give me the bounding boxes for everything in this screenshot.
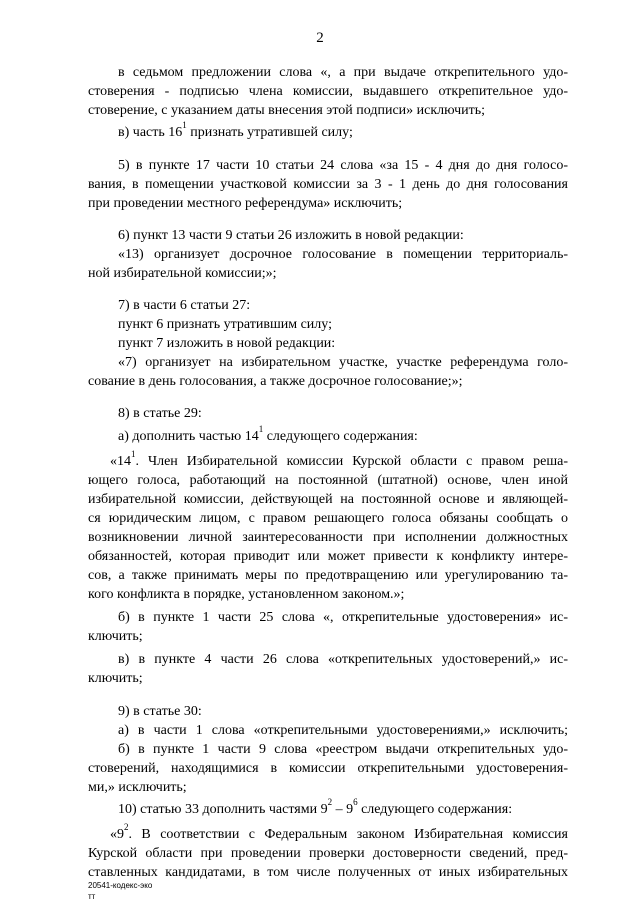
text-line: 8) в статье 29:	[118, 406, 202, 421]
text-line-part-34: 10) статью 33 дополнить частями $9^2 - 9^6$ следующего содержания:	[118, 797, 513, 817]
text-line: ми,» исключить;	[88, 780, 187, 795]
text-line: ставленных кандидатами, в том числе полученных от иных избирательных	[88, 865, 568, 880]
line-with-superscript: в) часть $16^1$ признать утратившей силу;	[118, 120, 353, 140]
text-line: сование в день голосования, а также досрочное голосование;»;	[88, 374, 463, 389]
text-line: вания, в помещении участковой комиссии за 3 - 1 день до дня голосования	[88, 177, 568, 192]
text-line: ключить;	[88, 671, 143, 686]
text-line: пункт 6 признать утратившим силу;	[118, 317, 332, 332]
text-line: ся юридическим лицом, с правом решающего голоса обязаны сообщать о	[88, 511, 568, 526]
text-line: стоверение, с указанием даты внесения этой подписи» исключить;	[88, 103, 485, 118]
superscript: 2	[327, 797, 333, 808]
text-line-part-3	[118, 120, 568, 142]
text-line: ключить;	[88, 629, 143, 644]
superscript: 2	[124, 822, 129, 833]
text-line: избирательной комиссии, действующей на постоянной основе и являющей-	[88, 492, 568, 507]
text-line-part-16: а) дополнить частью $14^1$ следующего содержания:	[118, 424, 418, 444]
text-line: б) в пункте 1 части 9 слова «реестром выдачи открепительных удо-	[118, 742, 568, 757]
text-line: в седьмом предложении слова «, а при выдаче открепительного удо-	[118, 65, 568, 80]
text-line: кого конфликта в порядке, установленном законом.»;	[88, 587, 405, 602]
text-line-part-35: «$9^2$. В соответствии с Федеральным законом Избирательная комиссия	[110, 822, 568, 842]
text-line: а) в части 1 слова «открепительными удостоверениями,» исключить;	[118, 723, 568, 738]
footer-initials: тт	[88, 892, 96, 901]
text-line: стоверений, находящимися в комиссии открепительными удостоверения-	[88, 761, 568, 776]
superscript: 1	[182, 120, 187, 131]
text-line: Курской области при проведении проверки достоверности сведений, пред-	[88, 846, 568, 861]
text-line: в) в пункте 4 части 26 слова «открепительных удостоверений,» ис-	[118, 652, 568, 667]
page-number: 2	[316, 30, 324, 46]
text-line: б) в пункте 1 части 25 слова «, открепительные удостоверения» ис-	[118, 610, 568, 625]
footer-code: 20541-кодекс-эко	[88, 881, 153, 890]
text-line: 7) в части 6 статьи 27:	[118, 298, 251, 313]
text-line: стоверения - подписью члена комиссии, выдавшего открепительное удо-	[88, 84, 568, 99]
text-line: при проведении местного референдума» исключить;	[88, 196, 403, 211]
text-line: обязанностей, которая приводит или может привести к конфликту интере-	[88, 549, 568, 564]
superscript: 1	[131, 449, 136, 460]
text-line: ющего голоса, работающий на постоянной (штатной) основе, член иной	[88, 473, 568, 488]
text-line: 6) пункт 13 части 9 статьи 26 изложить в новой редакции:	[118, 228, 464, 243]
text-line: сов, а также принимать меры по предотвращению или урегулированию та-	[88, 568, 568, 583]
text-line: «7) организует на избирательном участке, участке референдума голо-	[118, 355, 568, 370]
text-line: возникновении личной заинтересованности при исполнении должностных	[88, 530, 568, 545]
superscript: 6	[353, 797, 358, 808]
text-line: ной избирательной комиссии;»;	[88, 266, 277, 281]
text-line: 9) в статье 30:	[118, 704, 202, 719]
text-line: «13) организует досрочное голосование в помещении территориаль-	[118, 247, 568, 262]
text-line: пункт 7 изложить в новой редакции:	[118, 336, 336, 351]
text-line: 5) в пункте 17 части 10 статьи 24 слова «за 15 - 4 дня до дня голосо-	[118, 158, 568, 173]
text-line-part-17: «$14^1$. Член Избирательной комиссии Курской области с правом реша-	[110, 449, 568, 469]
superscript: 1	[258, 424, 264, 435]
